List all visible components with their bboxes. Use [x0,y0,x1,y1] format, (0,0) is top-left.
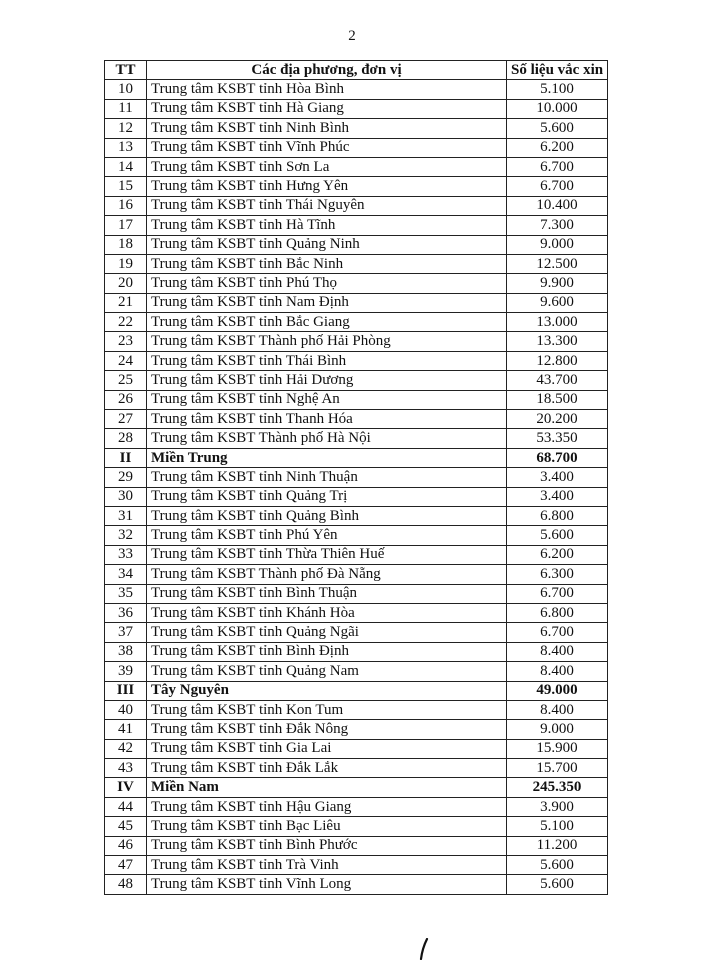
header-tt: TT [105,61,147,80]
cell-tt: 17 [105,216,147,235]
table-row [105,274,608,293]
cell-tt: 16 [105,196,147,215]
cell-tt: 28 [105,429,147,448]
table-row [105,371,608,390]
cell-qty: 5.600 [507,526,608,545]
cell-qty: 5.600 [507,875,608,894]
table-row [105,157,608,176]
cell-name: Trung tâm KSBT tỉnh Hưng Yên [147,177,507,196]
region-row [105,448,608,467]
cell-tt: 40 [105,700,147,719]
table-row [105,332,608,351]
cell-name: Trung tâm KSBT tỉnh Ninh Thuận [147,468,507,487]
cell-qty: 5.100 [507,80,608,99]
cell-tt: 14 [105,157,147,176]
cell-tt: 12 [105,119,147,138]
cell-qty: 68.700 [507,448,608,467]
cell-qty: 5.100 [507,817,608,836]
region-row [105,681,608,700]
table-row [105,429,608,448]
cell-qty: 9.900 [507,274,608,293]
cell-name: Trung tâm KSBT tỉnh Quảng Trị [147,487,507,506]
cell-tt: II [105,448,147,467]
cell-name: Trung tâm KSBT tỉnh Quảng Ninh [147,235,507,254]
cell-qty: 10.400 [507,196,608,215]
cell-tt: 31 [105,506,147,525]
cell-name: Trung tâm KSBT tỉnh Vĩnh Phúc [147,138,507,157]
cell-qty: 6.800 [507,603,608,622]
table-row [105,196,608,215]
table-row [105,875,608,894]
cell-qty: 8.400 [507,642,608,661]
cell-name: Trung tâm KSBT tỉnh Hà Giang [147,99,507,118]
cell-tt: 43 [105,759,147,778]
cell-tt: 35 [105,584,147,603]
cell-tt: 30 [105,487,147,506]
table-row [105,506,608,525]
table-row [105,138,608,157]
cell-name: Trung tâm KSBT tỉnh Thái Bình [147,351,507,370]
table-row [105,410,608,429]
header-name: Các địa phương, đơn vị [147,61,507,80]
cell-name: Trung tâm KSBT tỉnh Trà Vinh [147,856,507,875]
cell-name: Trung tâm KSBT tỉnh Bình Thuận [147,584,507,603]
cell-qty: 53.350 [507,429,608,448]
table-row [105,700,608,719]
table-row [105,235,608,254]
cell-tt: 32 [105,526,147,545]
table-row [105,759,608,778]
cell-qty: 8.400 [507,662,608,681]
cell-qty: 12.500 [507,254,608,273]
cell-tt: 38 [105,642,147,661]
cell-tt: 15 [105,177,147,196]
table-row [105,80,608,99]
cell-name: Trung tâm KSBT Thành phố Hà Nội [147,429,507,448]
cell-qty: 11.200 [507,836,608,855]
table-row [105,390,608,409]
cell-qty: 3.900 [507,797,608,816]
table-row [105,177,608,196]
cell-name: Trung tâm KSBT tỉnh Đắk Nông [147,720,507,739]
cell-qty: 245.350 [507,778,608,797]
page-number: 2 [348,28,356,44]
cell-qty: 6.700 [507,157,608,176]
table-row [105,487,608,506]
handwritten-mark [418,938,438,960]
cell-qty: 3.400 [507,468,608,487]
cell-name: Trung tâm KSBT tỉnh Nam Định [147,293,507,312]
cell-tt: 19 [105,254,147,273]
cell-name: Trung tâm KSBT tỉnh Khánh Hòa [147,603,507,622]
cell-tt: 33 [105,545,147,564]
cell-tt: 23 [105,332,147,351]
cell-tt: 29 [105,468,147,487]
table-row [105,836,608,855]
cell-name: Trung tâm KSBT tỉnh Hòa Bình [147,80,507,99]
cell-name: Trung tâm KSBT tỉnh Thanh Hóa [147,410,507,429]
cell-qty: 6.800 [507,506,608,525]
cell-name: Trung tâm KSBT tỉnh Hậu Giang [147,797,507,816]
cell-qty: 9.600 [507,293,608,312]
cell-qty: 6.700 [507,623,608,642]
cell-name: Tây Nguyên [147,681,507,700]
header-qty: Số liệu vắc xin [507,61,608,80]
table-row [105,584,608,603]
cell-qty: 6.700 [507,584,608,603]
cell-tt: 27 [105,410,147,429]
table-row [105,545,608,564]
table-row [105,856,608,875]
cell-name: Trung tâm KSBT tỉnh Quảng Nam [147,662,507,681]
cell-name: Trung tâm KSBT tỉnh Phú Yên [147,526,507,545]
cell-name: Trung tâm KSBT tỉnh Bắc Ninh [147,254,507,273]
table-row [105,797,608,816]
table-row [105,293,608,312]
cell-qty: 9.000 [507,235,608,254]
cell-qty: 6.200 [507,545,608,564]
table-row [105,216,608,235]
cell-tt: 41 [105,720,147,739]
cell-tt: 48 [105,875,147,894]
cell-tt: 39 [105,662,147,681]
cell-qty: 20.200 [507,410,608,429]
cell-tt: 42 [105,739,147,758]
cell-name: Trung tâm KSBT tỉnh Hà Tĩnh [147,216,507,235]
table-row [105,817,608,836]
cell-qty: 5.600 [507,856,608,875]
cell-tt: 44 [105,797,147,816]
table-row [105,254,608,273]
cell-qty: 8.400 [507,700,608,719]
table-body [105,80,608,894]
cell-name: Trung tâm KSBT tỉnh Quảng Bình [147,506,507,525]
cell-qty: 5.600 [507,119,608,138]
region-row [105,778,608,797]
cell-tt: 11 [105,99,147,118]
cell-qty: 15.700 [507,759,608,778]
cell-qty: 15.900 [507,739,608,758]
table-row [105,351,608,370]
cell-tt: 46 [105,836,147,855]
cell-tt: 36 [105,603,147,622]
cell-tt: 26 [105,390,147,409]
table-row [105,739,608,758]
cell-qty: 6.700 [507,177,608,196]
cell-name: Trung tâm KSBT tỉnh Vĩnh Long [147,875,507,894]
cell-name: Trung tâm KSBT tỉnh Sơn La [147,157,507,176]
table-row [105,623,608,642]
table-row [105,526,608,545]
cell-name: Trung tâm KSBT tỉnh Bạc Liêu [147,817,507,836]
cell-tt: 47 [105,856,147,875]
cell-name: Trung tâm KSBT tỉnh Phú Thọ [147,274,507,293]
cell-name: Trung tâm KSBT tỉnh Kon Tum [147,700,507,719]
cell-name: Trung tâm KSBT tỉnh Quảng Ngãi [147,623,507,642]
cell-qty: 6.200 [507,138,608,157]
cell-tt: IV [105,778,147,797]
cell-name: Trung tâm KSBT Thành phố Hải Phòng [147,332,507,351]
table-row [105,119,608,138]
cell-name: Trung tâm KSBT tỉnh Bình Định [147,642,507,661]
cell-qty: 43.700 [507,371,608,390]
table-row [105,313,608,332]
table-row [105,662,608,681]
cell-qty: 12.800 [507,351,608,370]
vaccine-allocation-table [104,60,608,895]
cell-tt: 10 [105,80,147,99]
cell-name: Trung tâm KSBT tỉnh Nghệ An [147,390,507,409]
cell-tt: 22 [105,313,147,332]
cell-name: Trung tâm KSBT tỉnh Thái Nguyên [147,196,507,215]
cell-tt: 45 [105,817,147,836]
table-header-row [105,61,608,80]
table-row [105,565,608,584]
cell-name: Miền Trung [147,448,507,467]
cell-qty: 13.000 [507,313,608,332]
cell-tt: 24 [105,351,147,370]
cell-tt: 25 [105,371,147,390]
cell-name: Trung tâm KSBT Thành phố Đà Nẵng [147,565,507,584]
table-row [105,720,608,739]
cell-qty: 49.000 [507,681,608,700]
cell-tt: 20 [105,274,147,293]
cell-tt: 34 [105,565,147,584]
cell-qty: 13.300 [507,332,608,351]
cell-tt: III [105,681,147,700]
cell-name: Trung tâm KSBT tỉnh Bình Phước [147,836,507,855]
cell-qty: 3.400 [507,487,608,506]
cell-qty: 7.300 [507,216,608,235]
table-row [105,642,608,661]
table-row [105,99,608,118]
cell-name: Trung tâm KSBT tỉnh Ninh Bình [147,119,507,138]
cell-qty: 18.500 [507,390,608,409]
cell-qty: 9.000 [507,720,608,739]
table-row [105,468,608,487]
cell-tt: 18 [105,235,147,254]
cell-name: Trung tâm KSBT tỉnh Hải Dương [147,371,507,390]
cell-name: Trung tâm KSBT tỉnh Gia Lai [147,739,507,758]
cell-name: Trung tâm KSBT tỉnh Bắc Giang [147,313,507,332]
table-row [105,603,608,622]
cell-qty: 10.000 [507,99,608,118]
cell-name: Trung tâm KSBT tỉnh Đắk Lắk [147,759,507,778]
cell-tt: 21 [105,293,147,312]
cell-name: Trung tâm KSBT tỉnh Thừa Thiên Huế [147,545,507,564]
cell-tt: 37 [105,623,147,642]
cell-tt: 13 [105,138,147,157]
cell-name: Miền Nam [147,778,507,797]
cell-qty: 6.300 [507,565,608,584]
